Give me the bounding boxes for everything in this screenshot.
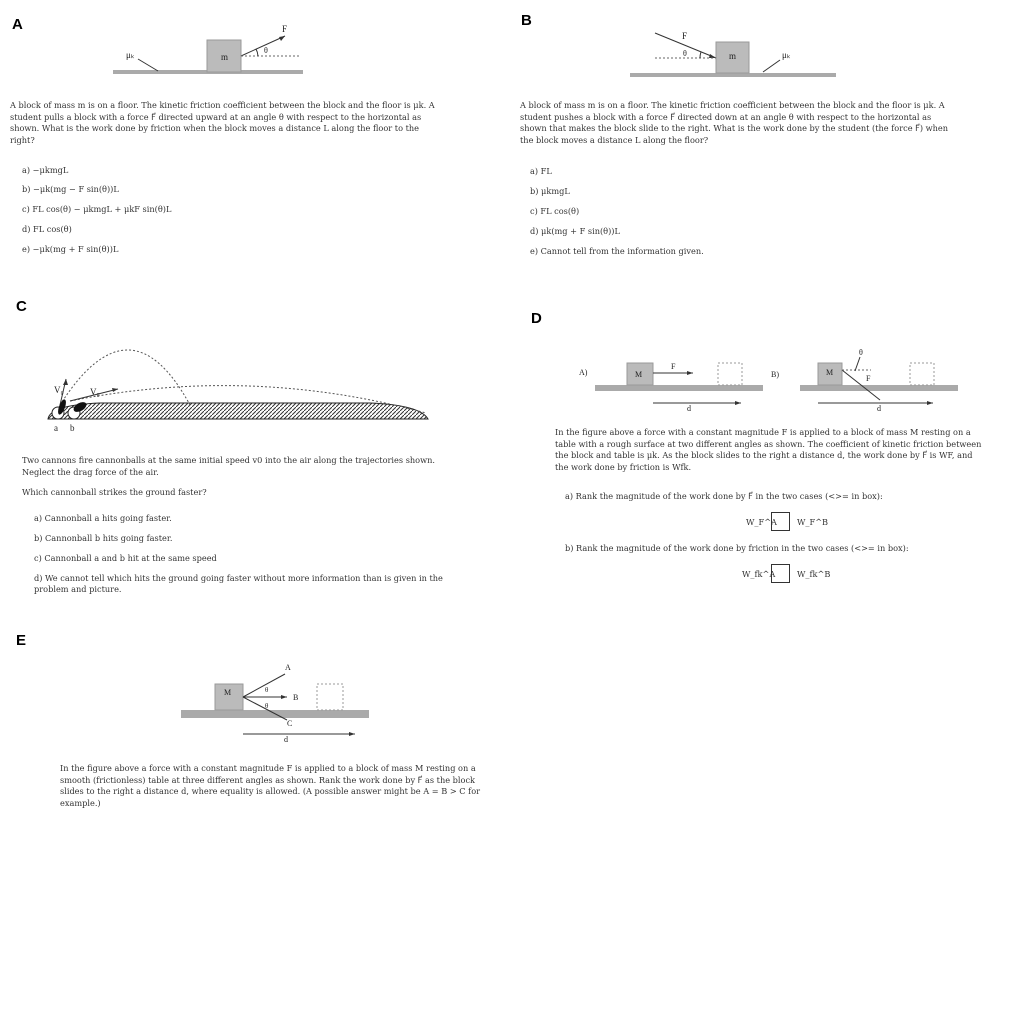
figure-d-two-cases: [575, 345, 965, 420]
figure-a-pull-block: [110, 20, 310, 80]
option-b-a: a) FL: [530, 166, 552, 176]
cannon-a-label: a: [54, 423, 58, 433]
mass-label: m: [729, 51, 737, 61]
cannon-b-label: b: [70, 423, 75, 433]
option-a-c: c) FL cos(θ) − μkmgL + μkF sin(θ)L: [22, 204, 172, 214]
mass-label: m: [221, 52, 229, 62]
part-a-d: a) Rank the magnitude of the work done by F⃗ in the two cases (<>= in box):: [565, 491, 883, 501]
option-b-e: e) Cannot tell from the information given.: [530, 246, 704, 256]
option-a-e: e) −μk(mg + F sin(θ))L: [22, 244, 119, 254]
force-label: F: [866, 374, 871, 383]
rank-left-a: W_F^A: [746, 517, 777, 527]
panel-letter-c: C: [16, 298, 27, 315]
option-a-b: b) −μk(mg − F sin(θ))L: [22, 184, 119, 194]
option-a-a: a) −μkmgL: [22, 165, 69, 175]
distance-label: d: [284, 735, 288, 744]
question-e: In the figure above a force with a constant magnitude F is applied to a block of mass M resting on a smooth (frictionless) table at three different angles as shown. Rank the work done by F⃗ as the block slides to the right a distance d, where equality is allowed. (A possible answer might be A = B > C for example.): [60, 763, 481, 808]
distance-label: d: [687, 404, 691, 413]
option-c-a: a) Cannonball a hits going faster.: [34, 513, 172, 523]
figure-c-cannons: [40, 335, 440, 435]
option-c-c: c) Cannonball a and b hit at the same speed: [34, 553, 217, 563]
question-b: A block of mass m is on a floor. The kinetic friction coefficient between the block and the floor is μk. A student pushes a block with a force F⃗ directed down at an angle θ with respect to the horizontal as shown that makes the block slide to the right. What is the work done by the student (the force F⃗) when the block moves a distance L along the floor?: [520, 100, 949, 145]
rank-left-b: W_fk^A: [742, 569, 776, 579]
figure-e-three-angles: [175, 660, 375, 745]
theta-label: θ: [683, 49, 687, 58]
rank-right-b: W_fk^B: [797, 569, 831, 579]
theta-label: θ: [265, 686, 269, 694]
case-b-label: B): [771, 370, 779, 379]
angle-c-label: C: [287, 719, 293, 728]
mass-label: M: [826, 368, 834, 377]
v0-label-a: V₀: [54, 385, 64, 395]
force-label: F: [682, 31, 688, 41]
rank-right-a: W_F^B: [797, 517, 829, 527]
option-c-d: d) We cannot tell which hits the ground going faster without more information than is given in the problem and picture.: [34, 573, 443, 594]
option-b-b: b) μkmgL: [530, 186, 570, 196]
mass-label: M: [635, 370, 643, 379]
force-label: F: [671, 362, 676, 371]
part-b-d: b) Rank the magnitude of the work done by friction in the two cases (<>= in box):: [565, 543, 909, 553]
question-d: In the figure above a force with a constant magnitude F is applied to a block of mass M resting on a table with a rough surface at two different angles as shown. The coefficient of kinetic friction between the block and table is μk. As the block slides to the right a distance d, the work done by F⃗ is WF, and the work done by friction is Wfk.: [555, 427, 982, 472]
option-b-d: d) μk(mg + F sin(θ))L: [530, 226, 620, 236]
mass-label: M: [224, 688, 232, 697]
question-c: Two cannons fire cannonballs at the same initial speed v0 into the air along the trajectories shown. Neglect the drag force of the air.: [22, 455, 435, 477]
prompt-c: Which cannonball strikes the ground faster?: [22, 487, 207, 497]
force-label: F: [282, 24, 288, 34]
option-b-c: c) FL cos(θ): [530, 206, 580, 216]
angle-b-label: B: [293, 693, 299, 702]
option-c-b: b) Cannonball b hits going faster.: [34, 533, 173, 543]
v0-label-b: V₀: [90, 387, 100, 397]
answer-box-b[interactable]: [771, 564, 790, 583]
option-a-d: d) FL cos(θ): [22, 224, 72, 234]
theta-label: θ: [264, 46, 268, 55]
panel-letter-e: E: [16, 632, 27, 649]
case-a-label: A): [579, 368, 588, 377]
figure-b-push-block: [625, 25, 840, 80]
theta-label: θ: [265, 702, 269, 710]
panel-letter-a: A: [12, 16, 23, 33]
panel-letter-b: B: [521, 12, 532, 29]
angle-a-label: A: [285, 663, 291, 672]
answer-box-a[interactable]: [771, 512, 790, 531]
panel-letter-d: D: [531, 310, 542, 327]
theta-label: θ: [859, 348, 863, 357]
mu-label: μₖ: [126, 50, 135, 60]
mu-label: μₖ: [782, 50, 791, 60]
distance-label: d: [877, 404, 881, 413]
question-a: A block of mass m is on a floor. The kinetic friction coefficient between the block and the floor is μk. A student pulls a block with a force F⃗ directed upward at an angle θ with respect to the horizontal as shown. What is the work done by friction when the block moves a distance L along the floor to the right?: [10, 100, 435, 145]
